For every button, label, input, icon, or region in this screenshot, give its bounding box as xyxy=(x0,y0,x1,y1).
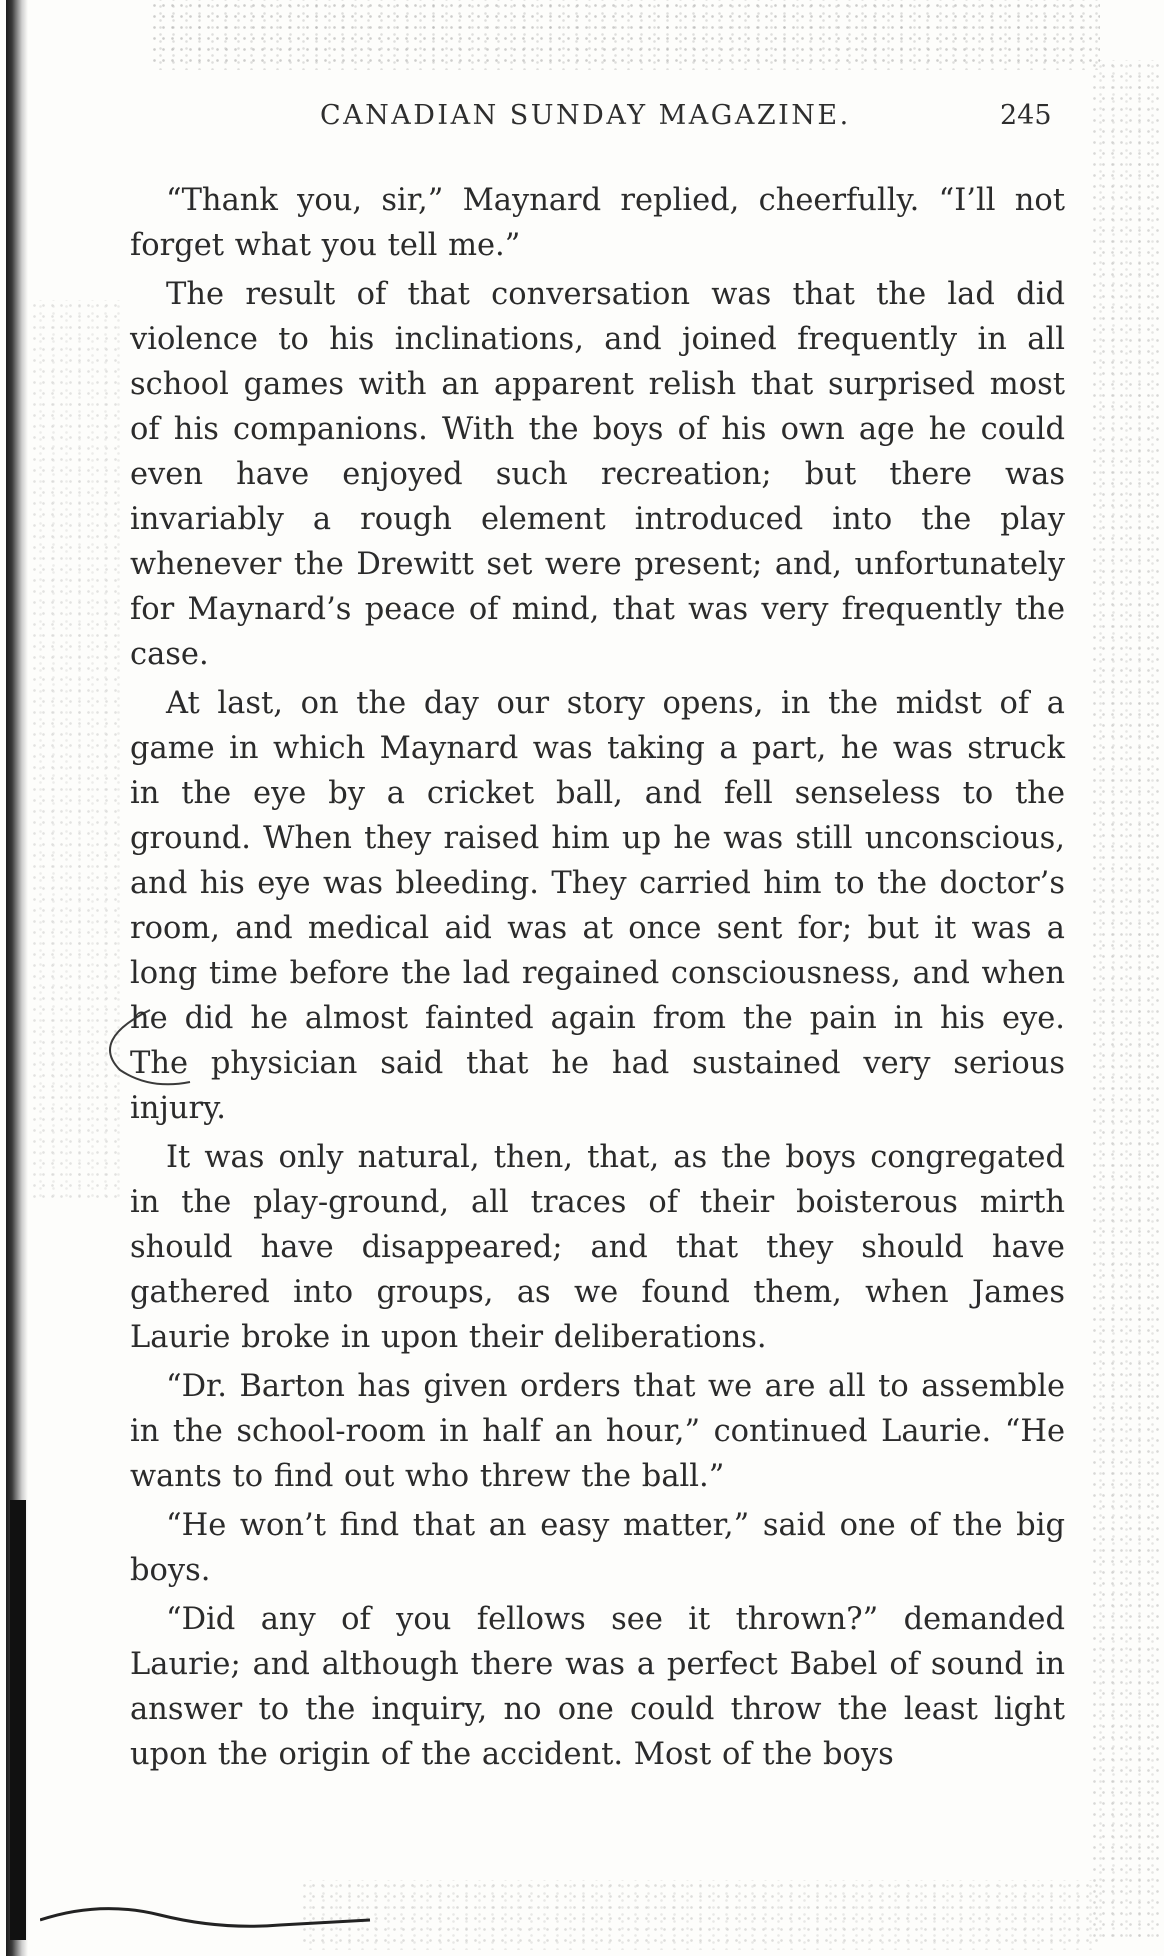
paragraph-2: The result of that conversation was that the lad did violence to his inclinations, and joined frequently in all school games with an apparent relish that surprised most of his companions. With the boys of his own age he could even have enjoyed such recreation; but there was invariably a rough element introduced into the play whenever the Drewitt set were present; and, unfortunately for Maynard’s peace of mind, that was very frequently the case. xyxy=(130,277,1065,672)
bottom-ink-stroke xyxy=(40,1890,400,1950)
paragraph-4: It was only natural, then, that, as the boys congregated in the play-ground, all traces of their boisterous mirth should have disappeared; and that they should have gathered into groups, as we found them, when James Laurie broke in upon their deliberations. xyxy=(130,1140,1065,1355)
running-head: CANADIAN SUNDAY MAGAZINE. xyxy=(320,100,851,131)
scan-noise-left xyxy=(30,300,120,1200)
paragraph-5: “Dr. Barton has given orders that we are all to assemble in the school-room in half an hour,” continued Laurie. “He wants to find out who threw the ball.” xyxy=(130,1369,1065,1494)
scan-noise-bottom xyxy=(300,1880,1100,1950)
scan-noise-right xyxy=(1090,60,1160,1940)
paragraph-7: “Did any of you fellows see it thrown?” demanded Laurie; and although there was a perfect Babel of sound in answer to the inquiry, no one could throw the least light upon the origin of the accident. Most of the boys xyxy=(130,1602,1065,1772)
scan-noise-top xyxy=(150,0,1100,70)
paragraph-1: “Thank you, sir,” Maynard replied, cheerfully. “I’ll not forget what you tell me.” xyxy=(130,183,1065,263)
paragraph-6: “He won’t find that an easy matter,” said one of the big boys. xyxy=(130,1508,1065,1588)
article-body xyxy=(130,178,1065,1781)
page-header xyxy=(320,100,1080,144)
paragraph-3: At last, on the day our story opens, in the midst of a game in which Maynard was taking a part, he was struck in the eye by a cricket ball, and fell senseless to the ground. When they raised him up he was still unconscious, and his eye was bleeding. They carried him to the doctor’s room, and medical aid was at once sent for; but it was a long time before the lad regained consciousness, and when he did he almost fainted again from the pain in his eye. The physician said that he had sustained very serious injury. xyxy=(130,686,1065,1126)
binding-dark-edge xyxy=(10,1500,26,1940)
page-number: 245 xyxy=(1000,100,1052,131)
